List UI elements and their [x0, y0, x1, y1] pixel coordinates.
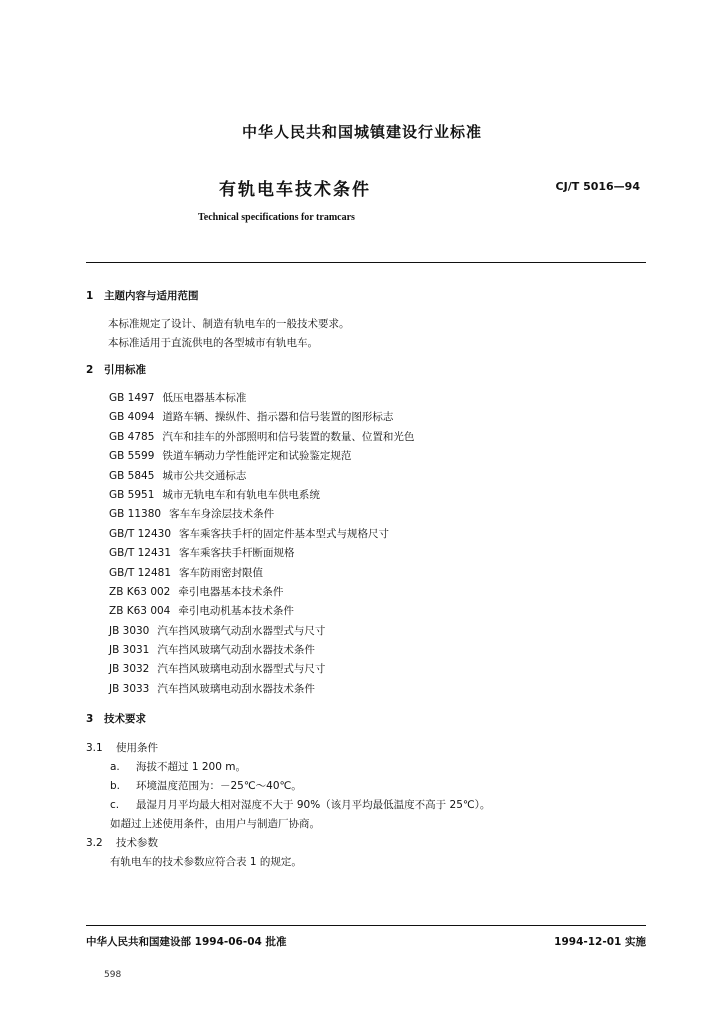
reference-code: GB/T 12431 [109, 547, 172, 560]
reference-name: 客车防雨密封限值 [179, 566, 264, 579]
reference-code: GB 4094 [109, 411, 155, 424]
section-1-line-2: 本标准适用于直流供电的各型城市有轨电车。 [108, 337, 318, 349]
page-number: 598 [104, 970, 122, 980]
parameters-text: 有轨电车的技术参数应符合表 1 的规定。 [110, 856, 302, 868]
reference-code: ZB K63 002 [109, 585, 171, 598]
reference-item [109, 525, 414, 544]
subsection-number: 3.2 [86, 837, 103, 849]
reference-code: JB 3032 [109, 663, 150, 676]
subsection-3-1-heading [86, 740, 158, 755]
reference-item [109, 564, 414, 583]
subsection-number: 3.1 [86, 742, 103, 754]
top-divider [86, 262, 646, 263]
reference-item [109, 680, 414, 699]
reference-item [109, 467, 414, 486]
condition-item-a [110, 759, 246, 774]
reference-item [109, 641, 414, 660]
reference-name: 牵引电动机基本技术条件 [178, 605, 294, 618]
reference-code: GB/T 12430 [109, 527, 172, 540]
implementation-date: 1994-12-01 实施 [554, 936, 646, 948]
reference-name: 铁道车辆动力学性能评定和试验鉴定规范 [162, 450, 352, 463]
item-text: 海拔不超过 1 200 m。 [136, 761, 246, 773]
english-title: Technical specifications for tramcars [198, 212, 355, 223]
item-text: 最湿月月平均最大相对湿度不大于 90%（该月平均最低温度不高于 25℃）。 [136, 799, 491, 811]
condition-item-b [110, 778, 302, 793]
reference-name: 汽车挡风玻璃气动刮水器技术条件 [157, 644, 315, 657]
subsection-title: 使用条件 [116, 742, 158, 754]
bottom-divider [86, 925, 646, 926]
reference-item [109, 602, 414, 621]
item-marker: b. [110, 780, 121, 792]
subsection-title: 技术参数 [116, 837, 158, 849]
item-text: 环境温度范围为：－25℃～40℃。 [136, 780, 302, 792]
reference-name: 低压电器基本标准 [162, 392, 247, 404]
reference-item [109, 428, 414, 447]
reference-code: GB 5951 [109, 488, 155, 501]
item-marker: c. [110, 799, 120, 811]
reference-item [109, 583, 414, 602]
standard-code: CJ/T 5016—94 [555, 180, 640, 193]
reference-name: 牵引电器基本技术条件 [178, 585, 284, 598]
reference-code: GB 1497 [109, 392, 155, 404]
reference-name: 客车车身涂层技术条件 [169, 508, 275, 521]
standard-body-heading: 中华人民共和国城镇建设行业标准 [241, 123, 482, 141]
conditions-note: 如超过上述使用条件，由用户与制造厂协商。 [110, 818, 320, 830]
reference-item [109, 505, 414, 524]
reference-item [109, 389, 414, 408]
reference-name: 汽车和挂车的外部照明和信号装置的数量、位置和光色 [162, 430, 415, 443]
item-marker: a. [110, 761, 120, 773]
reference-name: 城市公共交通标志 [162, 469, 247, 482]
subsection-3-2-heading [86, 835, 158, 850]
reference-code: GB/T 12481 [109, 566, 172, 579]
section-title: 主题内容与适用范围 [104, 290, 199, 302]
section-number: 3 [86, 713, 94, 725]
reference-name: 城市无轨电车和有轨电车供电系统 [162, 488, 320, 501]
section-number: 1 [86, 290, 94, 302]
document-title: 有轨电车技术条件 [219, 180, 371, 200]
reference-name: 汽车挡风玻璃电动刮水器技术条件 [157, 682, 315, 695]
condition-item-c [110, 797, 490, 812]
section-3-heading [86, 711, 146, 726]
approval-line: 中华人民共和国建设部 1994-06-04 批准 [86, 936, 287, 948]
section-1-line-1: 本标准规定了设计、制造有轨电车的一般技术要求。 [108, 318, 350, 330]
reference-code: JB 3030 [109, 624, 150, 637]
section-2-heading [86, 362, 146, 377]
reference-name: 道路车辆、操纵件、指示器和信号装置的图形标志 [162, 411, 394, 424]
reference-name: 汽车挡风玻璃气动刮水器型式与尺寸 [157, 624, 326, 637]
reference-code: GB 11380 [109, 508, 162, 521]
reference-item [109, 408, 414, 427]
section-number: 2 [86, 364, 94, 376]
reference-item [109, 544, 414, 563]
reference-name: 汽车挡风玻璃电动刮水器型式与尺寸 [157, 663, 326, 676]
section-title: 引用标准 [104, 364, 146, 376]
reference-item [109, 447, 414, 466]
reference-name: 客车乘客扶手杆的固定件基本型式与规格尺寸 [179, 527, 390, 540]
reference-list [109, 389, 414, 699]
section-1-heading [86, 288, 199, 303]
reference-code: ZB K63 004 [109, 605, 171, 618]
reference-name: 客车乘客扶手杆断面规格 [179, 547, 295, 560]
reference-item [109, 660, 414, 679]
section-title: 技术要求 [104, 713, 146, 725]
reference-item [109, 622, 414, 641]
reference-code: GB 5845 [109, 469, 155, 482]
reference-code: GB 5599 [109, 450, 155, 463]
reference-code: GB 4785 [109, 430, 155, 443]
reference-code: JB 3033 [109, 682, 150, 695]
reference-item [109, 486, 414, 505]
reference-code: JB 3031 [109, 644, 150, 657]
